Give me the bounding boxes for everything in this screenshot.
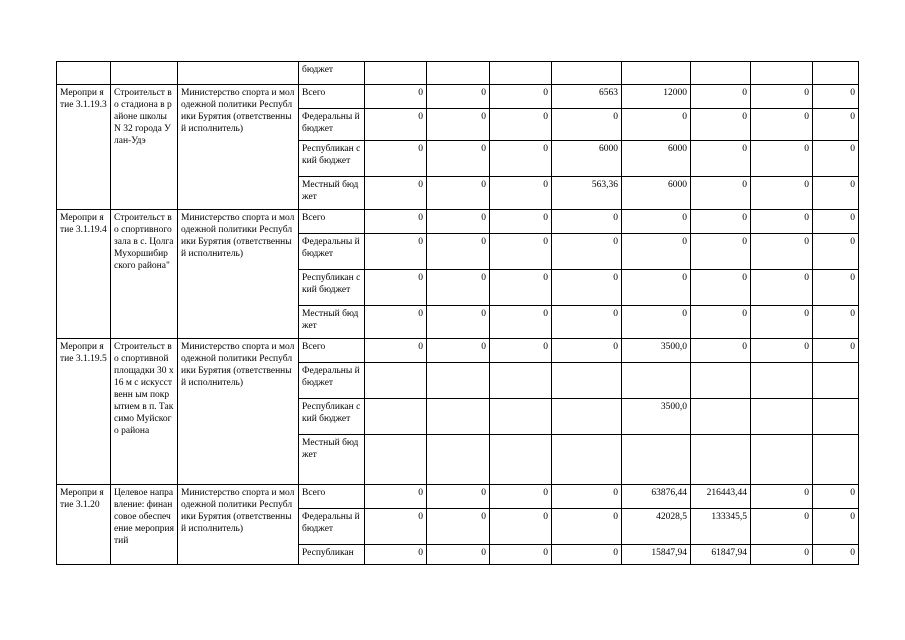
budget-type-cell: Всего [299, 339, 365, 363]
value-cell: 0 [622, 234, 691, 270]
value-cell [751, 363, 813, 399]
value-cell: 0 [691, 306, 751, 339]
value-cell: 12000 [622, 85, 691, 109]
value-cell: 0 [622, 210, 691, 234]
budget-type-cell: Местный бюджет [299, 435, 365, 485]
value-cell: 0 [751, 210, 813, 234]
value-cell: 0 [691, 234, 751, 270]
value-cell [552, 363, 622, 399]
value-cell: 0 [552, 545, 622, 565]
budget-type-cell: Республикан ский бюджет [299, 141, 365, 177]
value-cell: 0 [813, 85, 859, 109]
value-cell: 0 [365, 141, 427, 177]
value-cell: 0 [691, 177, 751, 210]
value-cell: 0 [691, 141, 751, 177]
value-cell: 0 [813, 234, 859, 270]
empty-cell [490, 62, 552, 85]
value-cell: 0 [490, 177, 552, 210]
value-cell: 0 [751, 306, 813, 339]
budget-table [56, 61, 859, 565]
value-cell: 133345,5 [691, 509, 751, 545]
budget-type-cell: Федеральны й бюджет [299, 234, 365, 270]
empty-cell [365, 62, 427, 85]
value-cell [622, 435, 691, 485]
value-cell [622, 363, 691, 399]
measure-name-cell: Строительст во спортивного зала в с. Цолга Мухоршибир ского района" [111, 210, 178, 339]
value-cell: 0 [365, 210, 427, 234]
value-cell: 42028,5 [622, 509, 691, 545]
executor-cell: Министерство спорта и молодежной политики Республики Бурятия (ответственный исполнитель) [178, 485, 299, 565]
value-cell: 0 [691, 109, 751, 141]
value-cell: 0 [427, 339, 490, 363]
value-cell: 0 [813, 109, 859, 141]
value-cell [427, 399, 490, 435]
value-cell: 0 [813, 177, 859, 210]
value-cell: 0 [490, 485, 552, 509]
value-cell: 0 [427, 509, 490, 545]
value-cell: 0 [552, 306, 622, 339]
budget-type-cell: Всего [299, 85, 365, 109]
value-cell [813, 399, 859, 435]
value-cell: 0 [365, 509, 427, 545]
value-cell: 0 [751, 509, 813, 545]
measure-code-cell: Меропри ятие 3.1.19.3 [57, 85, 111, 210]
value-cell: 0 [490, 141, 552, 177]
value-cell: 15847,94 [622, 545, 691, 565]
value-cell: 0 [813, 210, 859, 234]
value-cell [751, 435, 813, 485]
value-cell: 0 [751, 234, 813, 270]
value-cell: 61847,94 [691, 545, 751, 565]
value-cell: 63876,44 [622, 485, 691, 509]
budget-type-cell: Республикан [299, 545, 365, 565]
table-row [57, 485, 859, 509]
table-row [57, 210, 859, 234]
value-cell: 0 [751, 270, 813, 306]
empty-cell [751, 62, 813, 85]
value-cell: 0 [490, 210, 552, 234]
value-cell: 0 [427, 306, 490, 339]
value-cell: 0 [365, 270, 427, 306]
value-cell [552, 435, 622, 485]
empty-cell [622, 62, 691, 85]
budget-type-cell: Федеральны й бюджет [299, 109, 365, 141]
value-cell: 0 [427, 141, 490, 177]
empty-cell [813, 62, 859, 85]
value-cell: 0 [490, 306, 552, 339]
value-cell: 6000 [552, 141, 622, 177]
budget-type-cell: Федеральны й бюджет [299, 509, 365, 545]
value-cell: 6000 [622, 141, 691, 177]
value-cell: 0 [813, 485, 859, 509]
value-cell: 216443,44 [691, 485, 751, 509]
table-row [57, 85, 859, 109]
value-cell [813, 435, 859, 485]
measure-code-cell: Меропри ятие 3.1.19.4 [57, 210, 111, 339]
value-cell: 0 [751, 109, 813, 141]
value-cell: 0 [490, 109, 552, 141]
value-cell: 563,36 [552, 177, 622, 210]
value-cell: 3500,0 [622, 399, 691, 435]
value-cell: 0 [813, 509, 859, 545]
budget-type-cell: Республикан ский бюджет [299, 399, 365, 435]
budget-type-cell: бюджет [299, 62, 365, 85]
value-cell: 0 [691, 339, 751, 363]
value-cell: 0 [622, 270, 691, 306]
value-cell: 0 [365, 177, 427, 210]
empty-cell [691, 62, 751, 85]
value-cell: 0 [751, 177, 813, 210]
value-cell: 0 [751, 545, 813, 565]
executor-cell: Министерство спорта и молодежной политики Республики Бурятия (ответственный исполнитель) [178, 85, 299, 210]
value-cell [813, 363, 859, 399]
value-cell [365, 435, 427, 485]
value-cell: 0 [490, 234, 552, 270]
value-cell: 6000 [622, 177, 691, 210]
value-cell [552, 399, 622, 435]
value-cell: 0 [427, 545, 490, 565]
empty-cell [111, 62, 178, 85]
empty-cell [552, 62, 622, 85]
value-cell: 0 [691, 85, 751, 109]
value-cell: 0 [427, 270, 490, 306]
value-cell: 0 [813, 270, 859, 306]
budget-type-cell: Местный бюджет [299, 177, 365, 210]
value-cell: 0 [427, 210, 490, 234]
budget-type-cell: Местный бюджет [299, 306, 365, 339]
budget-type-cell: Федеральны й бюджет [299, 363, 365, 399]
value-cell: 0 [622, 109, 691, 141]
budget-type-cell: Всего [299, 210, 365, 234]
table-row [57, 62, 859, 85]
table-row [57, 339, 859, 363]
value-cell: 0 [490, 545, 552, 565]
value-cell: 0 [691, 210, 751, 234]
value-cell: 0 [813, 339, 859, 363]
empty-cell [178, 62, 299, 85]
value-cell: 0 [365, 85, 427, 109]
value-cell: 0 [552, 109, 622, 141]
value-cell [427, 363, 490, 399]
value-cell: 0 [691, 270, 751, 306]
value-cell: 0 [427, 109, 490, 141]
value-cell [427, 435, 490, 485]
value-cell: 0 [490, 270, 552, 306]
value-cell: 0 [427, 485, 490, 509]
value-cell: 0 [622, 306, 691, 339]
value-cell: 3500,0 [622, 339, 691, 363]
empty-cell [57, 62, 111, 85]
value-cell: 0 [552, 234, 622, 270]
value-cell: 0 [365, 109, 427, 141]
measure-code-cell: Меропри ятие 3.1.20 [57, 485, 111, 565]
value-cell: 0 [365, 339, 427, 363]
executor-cell: Министерство спорта и молодежной политики Республики Бурятия (ответственный исполнитель) [178, 210, 299, 339]
value-cell: 0 [552, 270, 622, 306]
value-cell: 0 [490, 509, 552, 545]
value-cell: 0 [751, 85, 813, 109]
value-cell [691, 435, 751, 485]
empty-cell [427, 62, 490, 85]
value-cell: 0 [490, 85, 552, 109]
value-cell: 0 [813, 545, 859, 565]
value-cell [490, 435, 552, 485]
value-cell: 0 [751, 339, 813, 363]
value-cell: 0 [813, 306, 859, 339]
value-cell: 0 [365, 234, 427, 270]
value-cell [365, 399, 427, 435]
measure-name-cell: Целевое направление: финансовое обеспечение мероприятий [111, 485, 178, 565]
value-cell: 0 [751, 141, 813, 177]
value-cell: 0 [552, 509, 622, 545]
value-cell [751, 399, 813, 435]
value-cell: 0 [365, 545, 427, 565]
value-cell: 0 [427, 177, 490, 210]
value-cell [691, 363, 751, 399]
value-cell: 0 [365, 306, 427, 339]
value-cell: 0 [365, 485, 427, 509]
value-cell [490, 363, 552, 399]
value-cell: 6563 [552, 85, 622, 109]
value-cell [365, 363, 427, 399]
value-cell: 0 [552, 339, 622, 363]
value-cell: 0 [751, 485, 813, 509]
executor-cell: Министерство спорта и молодежной политики Республики Бурятия (ответственный исполнитель) [178, 339, 299, 485]
value-cell: 0 [490, 339, 552, 363]
value-cell [490, 399, 552, 435]
value-cell: 0 [427, 85, 490, 109]
measure-name-cell: Строительст во спортивной площадки 30 х 16 м с искусственн ым покрытием в п. Таксимо Муйского района [111, 339, 178, 485]
budget-type-cell: Республикан ский бюджет [299, 270, 365, 306]
value-cell: 0 [427, 234, 490, 270]
budget-type-cell: Всего [299, 485, 365, 509]
value-cell: 0 [552, 210, 622, 234]
measure-name-cell: Строительст во стадиона в районе школы N 32 города Улан-Удэ [111, 85, 178, 210]
measure-code-cell: Меропри ятие 3.1.19.5 [57, 339, 111, 485]
value-cell: 0 [813, 141, 859, 177]
value-cell [691, 399, 751, 435]
value-cell: 0 [552, 485, 622, 509]
